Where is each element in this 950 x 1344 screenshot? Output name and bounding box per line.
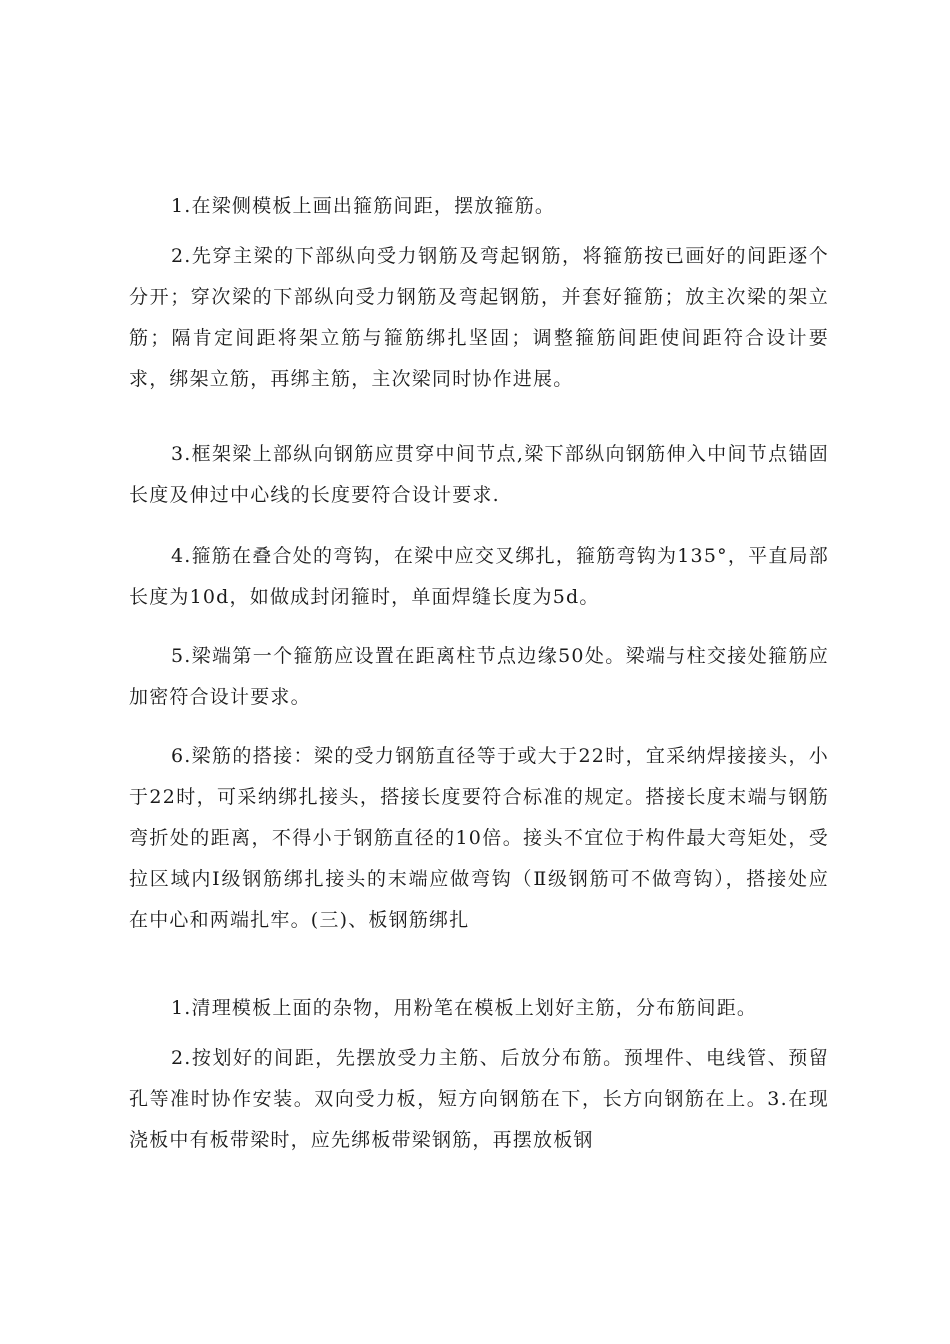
paragraph-8: 2.按划好的间距，先摆放受力主筋、后放分布筋。预埋件、电线管、预留孔等准时协作安装。双向受力板，短方向钢筋在下，长方向钢筋在上。3.在现浇板中有板带梁时，应先绑板带梁钢筋，再摆放板钢 [129,1047,829,1151]
paragraph-2: 2.先穿主梁的下部纵向受力钢筋及弯起钢筋，将箍筋按已画好的间距逐个分开；穿次梁的下部纵向受力钢筋及弯起钢筋，并套好箍筋；放主次梁的架立筋；隔肯定间距将架立筋与箍筋绑扎坚固；调整箍筋间距使间距符合设计要求，绑架立筋，再绑主筋，主次梁同时协作进展。 [129,245,829,390]
paragraph-5: 5.梁端第一个箍筋应设置在距离柱节点边缘50处。梁端与柱交接处箍筋应加密符合设计要求。 [129,645,829,708]
paragraph-6: 6.梁筋的搭接：梁的受力钢筋直径等于或大于22时，宜采纳焊接接头，小于22时，可采纳绑扎接头，搭接长度要符合标准的规定。搭接长度末端与钢筋弯折处的距离，不得小于钢筋直径的10倍。接头不宜位于构件最大弯矩处，受拉区域内Ⅰ级钢筋绑扎接头的末端应做弯钩（Ⅱ级钢筋可不做弯钩），搭接处应在中心和两端扎牢。(三)、板钢筋绑扎 [129,745,829,931]
paragraph-3: 3.框架梁上部纵向钢筋应贯穿中间节点,梁下部纵向钢筋伸入中间节点锚固长度及伸过中心线的长度要符合设计要求. [129,443,829,506]
paragraph-4: 4.箍筋在叠合处的弯钩，在梁中应交叉绑扎，箍筋弯钩为135°，平直局部长度为10d，如做成封闭箍时，单面焊缝长度为5d。 [129,545,829,608]
paragraph-1: 1.在梁侧模板上画出箍筋间距，摆放箍筋。 [171,195,556,217]
paragraph-7: 1.清理模板上面的杂物，用粉笔在模板上划好主筋，分布筋间距。 [171,997,758,1019]
